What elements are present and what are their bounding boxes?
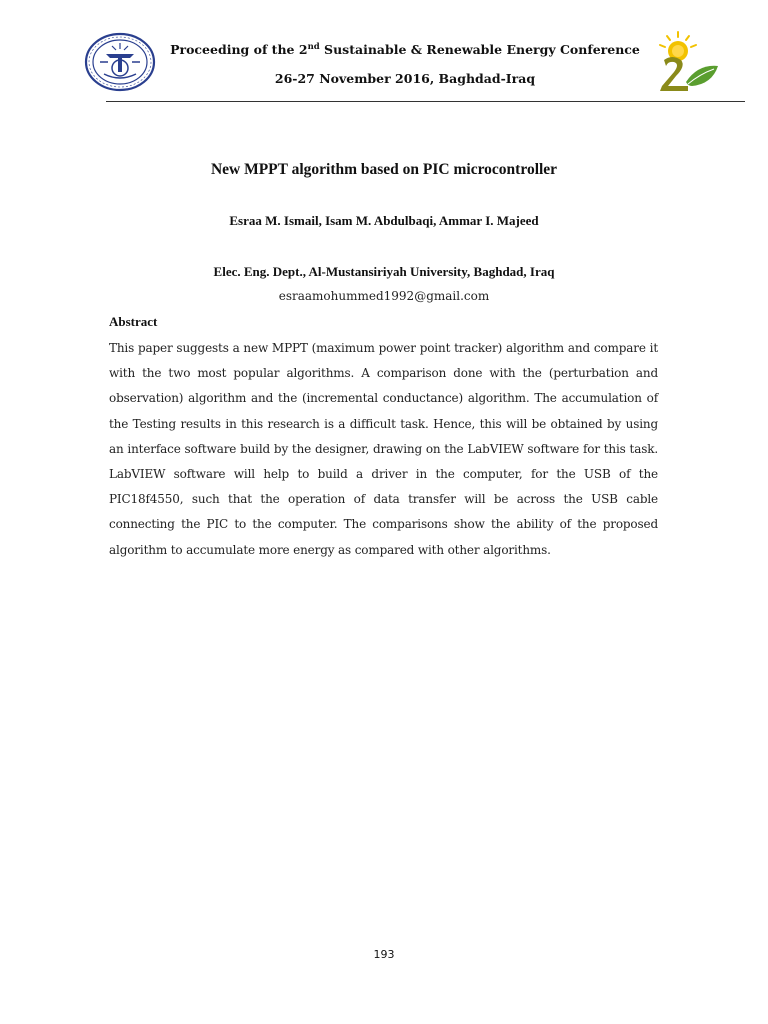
abstract-heading: Abstract [109, 314, 158, 329]
paper-authors: Esraa M. Ismail, Isam M. Abdulbaqi, Ammar I. Majeed [229, 213, 539, 228]
conference-sun-leaf-logo [654, 30, 720, 92]
university-seal-logo [84, 32, 156, 92]
header-divider [106, 101, 745, 102]
conference-title-prefix: Proceeding of the 2 [170, 42, 308, 57]
page-number: 193 [373, 948, 395, 961]
conference-title-superscript: nd [307, 41, 320, 52]
abstract-body: This paper suggests a new MPPT (maximum power point tracker) algorithm and compare it with the two most popular algorithms. A comparison done with the (perturbation and observation) algorithm and the (incremental conductance) algorithm. The accumulation of the Testing results in this research is a difficult task. Hence, this will be obtained by using an interface software build by the designer, drawing on the LabVIEW software for this task. LabVIEW software will help to build a driver in the computer, for the USB of the PIC18f4550, such that the operation of data transfer will be across the USB cable connecting the PIC to the computer. The comparisons show the ability of the proposed algorithm to accumulate more energy as compared with other algorithms. [109, 341, 658, 557]
conference-title-suffix: Sustainable & Renewable Energy Conference [319, 42, 640, 57]
conference-date-location: 26-27 November 2016, Baghdad-Iraq [274, 71, 536, 86]
conference-title [160, 42, 650, 57]
page-header [0, 0, 768, 104]
paper-title: New MPPT algorithm based on PIC microcontroller [210, 161, 558, 178]
author-email: esraamohummed1992@gmail.com [278, 289, 490, 303]
paper-affiliation: Elec. Eng. Dept., Al-Mustansiriyah University, Baghdad, Iraq [213, 264, 555, 279]
